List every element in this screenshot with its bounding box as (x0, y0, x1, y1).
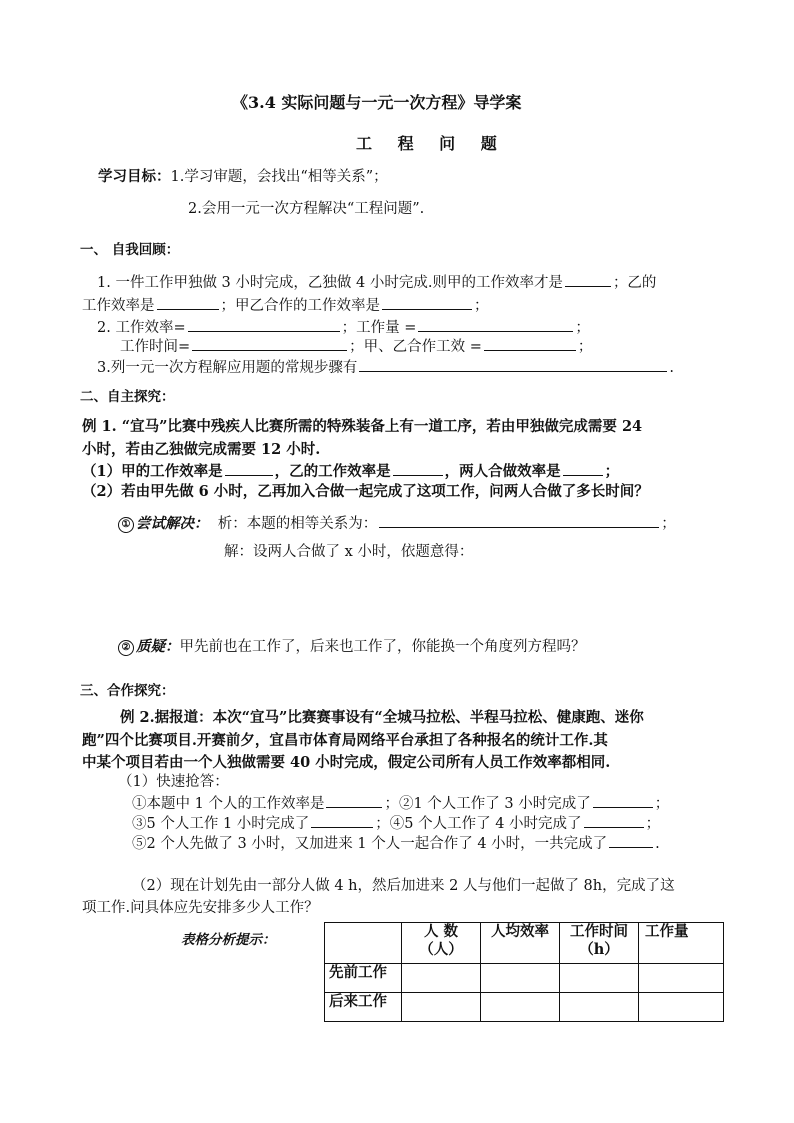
blank[interactable] (382, 295, 472, 310)
blank[interactable] (484, 336, 576, 351)
table-cell[interactable] (639, 993, 724, 1022)
try-end-text: ； (661, 516, 676, 532)
blank[interactable] (593, 793, 653, 808)
blank[interactable] (418, 317, 573, 332)
review-q2-text-f: ； (577, 339, 593, 355)
page-subtitle: 工 程 问 题 (356, 134, 507, 153)
page-title: 《3.4 实际问题与一元一次方程》导学案 (232, 93, 522, 112)
table-header-cell: 工作时间 （h） (560, 923, 639, 964)
example-1-line-2: 小时，若由乙独做完成需要 12 小时. (82, 441, 321, 458)
table-header-cell: 人均效率 (481, 923, 560, 964)
table-cell[interactable] (402, 964, 481, 993)
review-q2-text-a: 2. 工作效率= (97, 320, 186, 336)
table-header-cell (325, 923, 402, 964)
row-1-text-c: ； (654, 796, 670, 812)
table-header-cell: 工作量 (639, 923, 724, 964)
question-label: 质疑： (136, 638, 180, 655)
blank[interactable] (311, 813, 373, 828)
review-q1-text-b: ；乙的 (612, 275, 657, 291)
example-1-part-2: （2）若由甲先做 6 小时，乙再加入合做一起完成了这项工作，问两人合做了多长时间？ (82, 483, 649, 500)
review-q1-text-c: 工作效率是 (82, 298, 155, 314)
example-2-line-3: 中某个项目若由一个人独做需要 40 小时完成，假定公司所有人员工作效率都相同. (82, 754, 611, 771)
blank[interactable] (326, 793, 382, 808)
row-3-text-b: . (655, 836, 660, 852)
objective-2: 2.会用一元一次方程解决“工程问题”. (188, 201, 425, 217)
blank[interactable] (393, 461, 443, 476)
try-analysis-text: 析：本题的相等关系为： (217, 516, 378, 532)
try-solve-label: 尝试解决： (136, 515, 209, 532)
table-row (325, 964, 724, 993)
table-row (325, 993, 724, 1022)
review-q2-text-d: 工作时间= (120, 339, 191, 355)
part-1-text-a: （1）甲的工作效率是 (82, 463, 223, 480)
question-line (118, 637, 586, 657)
question-text: 甲先前也在工作了，后来也工作了，你能换一个角度列方程吗？ (179, 639, 586, 655)
table-hint-label: 表格分析提示： (181, 932, 276, 948)
table-cell[interactable] (560, 964, 639, 993)
part-2-line-2: 项工作.问具体应先安排多少人工作？ (82, 900, 319, 916)
review-q1-text-a: 1. 一件工作甲独做 3 小时完成，乙独做 4 小时完成.则甲的工作效率才是 (97, 275, 563, 291)
blank[interactable] (565, 272, 611, 287)
row-2-text-c: ； (645, 816, 661, 832)
objectives-line-1 (98, 167, 388, 187)
review-q3-text-a: 3.列一元一次方程解应用题的常规步骤有 (97, 360, 358, 376)
blank[interactable] (157, 295, 219, 310)
analysis-table (324, 922, 724, 1022)
review-q2-text-b: ；工作量 = (341, 320, 417, 336)
review-q1-text-d: ；甲乙合作的工作效率是 (220, 298, 380, 314)
blank[interactable] (563, 461, 603, 476)
table-cell[interactable] (481, 964, 560, 993)
circled-number-2-icon: ② (118, 640, 134, 656)
part-1-text-d: ； (604, 463, 620, 480)
part-2-line-1: （2）现在计划先由一部分人做 4 h，然后加进来 2 人与他们一起做了 8h，完成了这 (132, 878, 675, 894)
review-q3 (97, 357, 674, 378)
row-1-text-a: ①本题中 1 个人的工作效率是 (132, 796, 325, 812)
row-2-text-b: ；④5 个人工作了 4 小时完成了 (375, 816, 582, 832)
section-2-heading: 二、自主探究： (80, 389, 175, 405)
table-cell[interactable] (639, 964, 724, 993)
blank[interactable] (192, 336, 347, 351)
objective-1: 1.学习审题，会找出“相等关系”； (170, 169, 388, 185)
table-header-cell: 人 数 （人） (402, 923, 481, 964)
blank[interactable] (359, 357, 667, 372)
row-1-text-b: ；②1 个人工作了 3 小时完成了 (384, 796, 591, 812)
section-3-heading: 三、合作探究： (80, 683, 175, 699)
review-q1-text-e: ； (474, 298, 489, 314)
example-1-line-1: 例 1. “宜马”比赛中残疾人比赛所需的特殊装备上有一道工序，若由甲独做完成需要 24 (82, 418, 643, 435)
blank[interactable] (379, 513, 659, 528)
table-cell[interactable] (402, 993, 481, 1022)
review-q3-text-b: . (669, 360, 674, 376)
try-solve-line (118, 513, 676, 534)
section-1-heading: 一、 自我回顾： (80, 242, 180, 258)
solution-line: 解：设两人合做了 x 小时，依题意得： (224, 544, 474, 560)
row-2-text-a: ③5 个人工作 1 小时完成了 (132, 816, 310, 832)
example-2-line-1: 例 2.据报道：本次“宜马”比赛赛事设有“全城马拉松、半程马拉松、健康跑、迷你 (120, 709, 644, 726)
blank[interactable] (225, 461, 273, 476)
circled-number-1-icon: ① (118, 517, 134, 533)
quick-answer-row-3 (132, 833, 660, 854)
objectives-label: 学习目标： (98, 168, 171, 185)
quick-answer-row-2 (132, 813, 660, 834)
blank[interactable] (609, 833, 653, 848)
table-cell[interactable] (481, 993, 560, 1022)
example-1-part-1 (82, 461, 619, 482)
blank[interactable] (188, 317, 340, 332)
table-cell: 后来工作 (325, 993, 402, 1022)
part-1-text-b: ，乙的工作效率是 (274, 463, 391, 480)
review-q2-line-2 (120, 336, 592, 357)
table-cell: 先前工作 (325, 964, 402, 993)
example-2-line-2: 跑”四个比赛项目.开赛前夕，宜昌市体育局网络平台承担了各种报名的统计工作.其 (82, 732, 608, 749)
review-q1-line-2 (82, 295, 489, 316)
review-q2-text-e: ；甲、乙合作工效 = (349, 339, 482, 355)
table-cell[interactable] (560, 993, 639, 1022)
review-q2-line-1 (97, 317, 590, 338)
review-q2-text-c: ； (575, 320, 590, 336)
review-q1-line-1 (97, 272, 656, 293)
quick-answer-label: （1）快速抢答： (118, 774, 229, 790)
part-1-text-c: ，两人合做效率是 (444, 463, 561, 480)
blank[interactable] (584, 813, 644, 828)
row-3-text-a: ⑤2 个人先做了 3 小时，又加进来 1 个人一起合作了 4 小时，一共完成了 (132, 836, 608, 852)
table-header-row (325, 923, 724, 964)
quick-answer-row-1 (132, 793, 669, 814)
